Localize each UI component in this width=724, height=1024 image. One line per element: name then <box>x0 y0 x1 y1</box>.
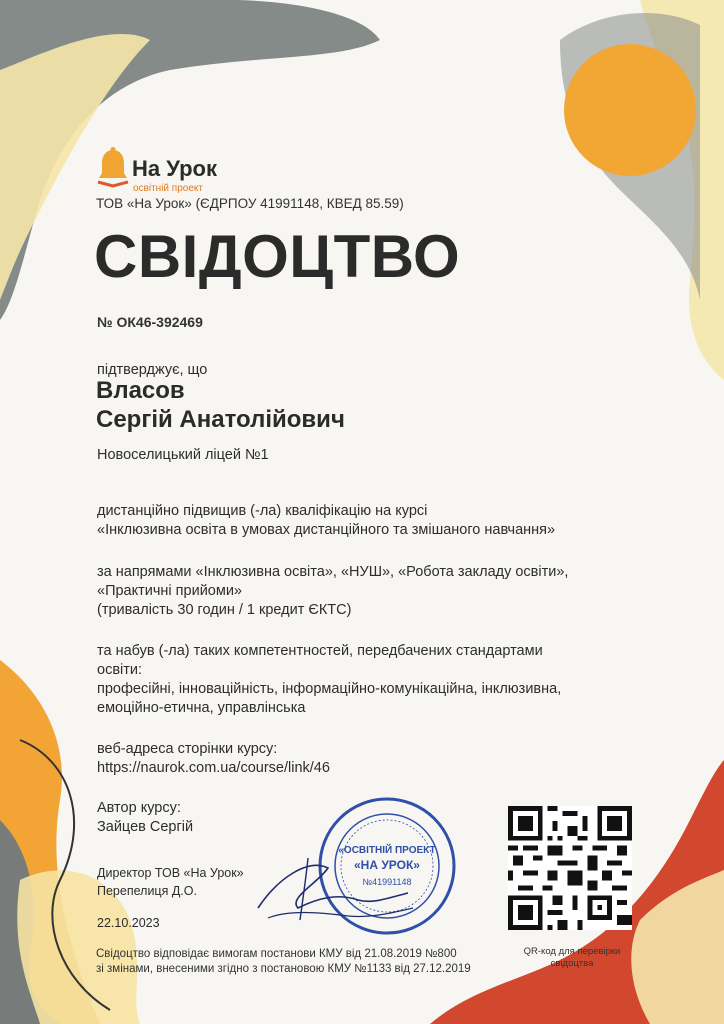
qr-caption: QR-код для перевірки свідоцтва <box>523 946 621 969</box>
certificate-title: СВІДОЦТВО <box>94 223 461 290</box>
confirms-text: підтверджує, що <box>97 362 208 378</box>
orange-circle <box>564 44 696 176</box>
recipient-surname: Власов <box>96 377 185 404</box>
legal-footer <box>96 947 471 977</box>
directions-line-3: (тривалість 30 годин / 1 кредит ЄКТС) <box>97 602 352 618</box>
certificate-number: № ОК46-392469 <box>97 314 203 330</box>
course-url[interactable]: https://naurok.com.ua/course/link/46 <box>97 760 330 776</box>
company-line: ТОВ «На Урок» (ЄДРПОУ 41991148, КВЕД 85.59) <box>96 196 404 211</box>
course-name: «Інклюзивна освіта в умовах дистанційного та змішаного навчання» <box>97 522 556 538</box>
director-signature <box>248 838 418 928</box>
competences-line-4: емоційно-етична, управлінська <box>97 700 306 716</box>
web-block <box>97 740 330 778</box>
bell-icon <box>96 146 130 190</box>
author-label: Автор курсу: <box>97 800 181 816</box>
school-name: Новоселицький ліцей №1 <box>97 447 269 463</box>
footer-line-2: зі змінами, внесеними згідно з постановою КМУ №1133 від 27.12.2019 <box>96 963 471 975</box>
issue-date: 22.10.2023 <box>97 916 160 930</box>
director-title: Директор ТОВ «На Урок» <box>97 866 244 880</box>
competences-line-3: професійні, інноваційність, інформаційно-комунікаційна, інклюзивна, <box>97 681 562 697</box>
directions-block <box>97 563 568 620</box>
competences-line-1: та набув (-ла) таких компетентностей, передбачених стандартами <box>97 643 543 659</box>
author-name: Зайцев Сергій <box>97 819 194 835</box>
director-block <box>97 864 244 900</box>
directions-line-2: «Практичні прийоми» <box>97 583 242 599</box>
stamp-line-1: «ОСВІТНІЙ ПРОЕКТ <box>338 845 436 856</box>
course-intro: дистанційно підвищив (-ла) кваліфікацію на курсі <box>97 503 428 519</box>
footer-line-1: Свідоцтво відповідає вимогам постанови КМУ від 21.08.2019 №800 <box>96 948 457 960</box>
directions-line-1: за напрямами «Інклюзивна освіта», «НУШ», «Робота закладу освіти», <box>97 564 569 580</box>
web-label: веб-адреса сторінки курсу: <box>97 741 278 757</box>
competences-line-2: освіти: <box>97 662 143 678</box>
course-block <box>97 502 555 540</box>
stamp-line-2: «НА УРОК» <box>354 858 420 872</box>
recipient-name <box>96 376 345 434</box>
director-name: Перепелиця Д.О. <box>97 884 197 898</box>
stamp-code: №41991148 <box>362 877 412 887</box>
author-block <box>97 799 193 837</box>
recipient-given-names: Сергій Анатолійович <box>96 406 345 433</box>
logo-title: На Урок <box>132 156 217 181</box>
logo-subtitle: освітній проект <box>133 183 203 194</box>
competences-block <box>97 642 561 718</box>
qr-code[interactable] <box>508 806 632 930</box>
